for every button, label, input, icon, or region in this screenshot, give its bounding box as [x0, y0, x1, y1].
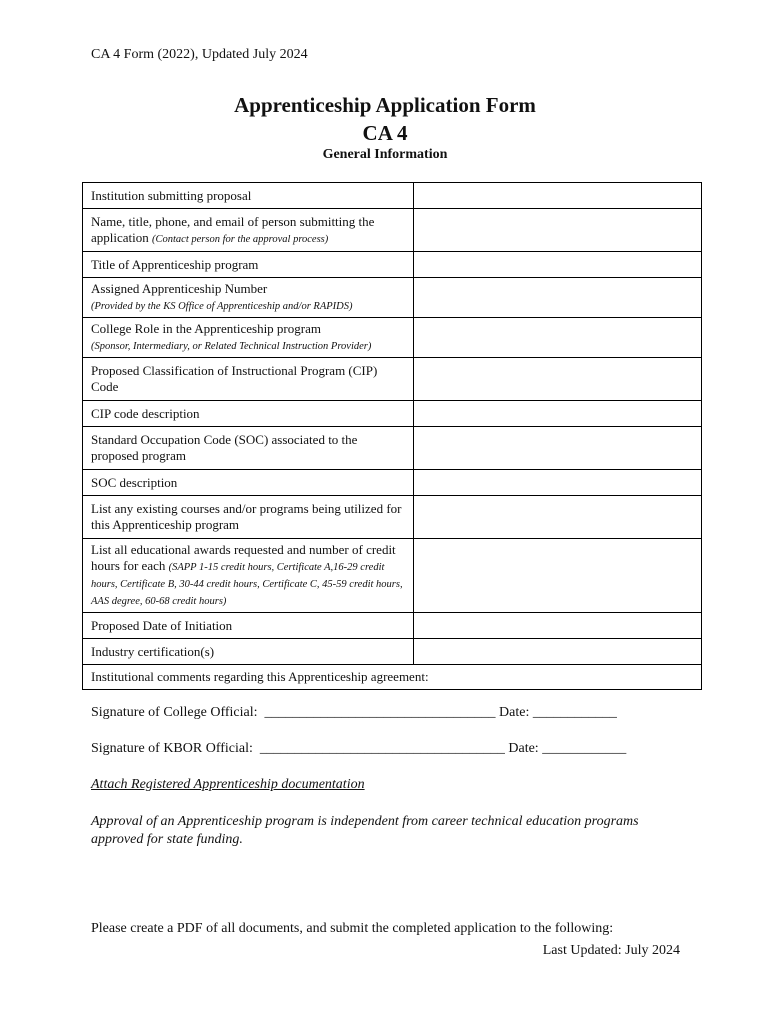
- row-value-field[interactable]: [414, 252, 702, 278]
- row-value-field[interactable]: [414, 183, 702, 209]
- row-label-text: Institution submitting proposal: [91, 187, 252, 203]
- row-note: (Contact person for the approval process): [152, 233, 329, 245]
- row-note: (Provided by the KS Office of Apprenticeship and/or RAPIDS): [91, 301, 353, 312]
- table-row: [83, 318, 702, 358]
- row-label: [83, 278, 414, 318]
- row-label: [83, 401, 414, 427]
- section-title: General Information: [322, 147, 448, 162]
- table-row: [83, 470, 702, 496]
- row-value-field[interactable]: [414, 496, 702, 539]
- form-code: CA 4: [362, 121, 408, 145]
- row-label-text: Proposed Date of Initiation: [91, 617, 233, 633]
- row-label-text: Name, title, phone, and email of person submitting the application: [91, 213, 375, 245]
- table-row: [83, 358, 702, 401]
- table-row: [83, 401, 702, 427]
- row-value-field[interactable]: [414, 470, 702, 496]
- row-label-text: List all educational awards requested and number of credit hours for each: [91, 542, 396, 573]
- kbor-signature-line[interactable]: Signature of KBOR Official: ___________________________________ Date: ____________: [91, 741, 627, 756]
- row-value-field[interactable]: [414, 613, 702, 639]
- row-label: [83, 613, 414, 639]
- row-label: [83, 496, 414, 539]
- general-info-table: [82, 182, 702, 690]
- table-row: [83, 496, 702, 539]
- row-value-field[interactable]: [414, 358, 702, 401]
- form-title: Apprenticeship Application Form: [234, 93, 536, 117]
- row-label-text: Proposed Classification of Instructional Program (CIP) Code: [91, 363, 378, 394]
- table-row: [83, 183, 702, 209]
- table-row: [83, 252, 702, 278]
- last-updated: Last Updated: July 2024: [542, 943, 680, 958]
- college-signature-line[interactable]: Signature of College Official: _________________________________ Date: ____________: [91, 705, 617, 720]
- table-row: [83, 639, 702, 665]
- row-value-field[interactable]: [414, 639, 702, 665]
- row-note: (SAPP 1-15 credit hours, Certificate A,16-29 credit hours, Certificate B, 30-44 credit hours, Certificate C, 45-59 credit hours, AAS degree, 60-68 credit hours): [91, 562, 403, 607]
- row-label-text: Standard Occupation Code (SOC) associated to the proposed program: [91, 432, 358, 463]
- approval-note: Approval of an Apprenticeship program is independent from career technical education programs approved for state funding.: [91, 814, 639, 847]
- row-label-text: SOC description: [91, 474, 178, 490]
- row-label: [83, 252, 414, 278]
- row-label: [83, 470, 414, 496]
- row-label: [83, 209, 414, 252]
- attach-note: Attach Registered Apprenticeship documentation: [91, 777, 365, 792]
- row-label-text: Title of Apprenticeship program: [91, 256, 259, 272]
- comments-label[interactable]: Institutional comments regarding this Apprenticeship agreement:: [83, 665, 702, 690]
- table-row: [83, 427, 702, 470]
- row-label-text: CIP code description: [91, 405, 200, 421]
- row-label: [83, 539, 414, 613]
- row-label: [83, 639, 414, 665]
- row-value-field[interactable]: [414, 209, 702, 252]
- row-label-text: List any existing courses and/or programs being utilized for this Apprenticeship program: [91, 501, 402, 532]
- row-value-field[interactable]: [414, 401, 702, 427]
- row-label-text: Industry certification(s): [91, 643, 215, 659]
- comments-row: [83, 665, 702, 690]
- table-row: [83, 613, 702, 639]
- row-label: [83, 318, 414, 358]
- row-label-text: Assigned Apprenticeship Number: [91, 281, 268, 296]
- row-value-field[interactable]: [414, 539, 702, 613]
- submit-instruction: Please create a PDF of all documents, and submit the completed application to the following:: [91, 921, 614, 936]
- row-value-field[interactable]: [414, 278, 702, 318]
- row-value-field[interactable]: [414, 427, 702, 470]
- row-value-field[interactable]: [414, 318, 702, 358]
- table-row: [83, 209, 702, 252]
- row-label: [83, 358, 414, 401]
- table-row: [83, 539, 702, 613]
- row-note: (Sponsor, Intermediary, or Related Technical Instruction Provider): [91, 341, 372, 352]
- form-version: CA 4 Form (2022), Updated July 2024: [91, 47, 308, 62]
- row-label: [83, 427, 414, 470]
- row-label: [83, 183, 414, 209]
- table-row: [83, 278, 702, 318]
- row-label-text: College Role in the Apprenticeship program: [91, 321, 321, 336]
